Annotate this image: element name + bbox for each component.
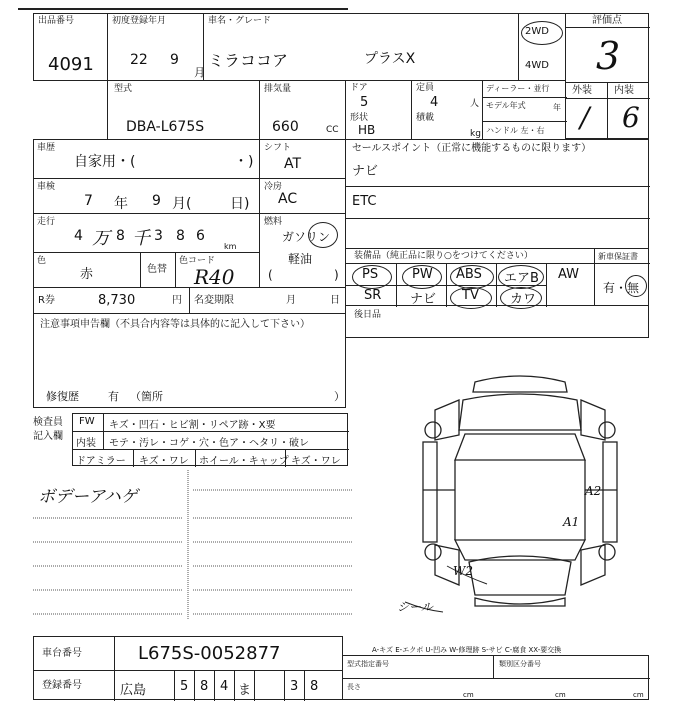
equipment-item: AW	[558, 267, 580, 282]
displacement-unit: CC	[326, 125, 339, 135]
grid-interior: 内装	[76, 438, 96, 449]
equipment-item: エアB	[504, 271, 539, 286]
damage-legend: A-キズ E-エクボ U-凹み W-修理跡 S-サビ C-腐食 XX-要交換	[372, 646, 562, 654]
damage-mark: A1	[563, 515, 580, 529]
capacity-box	[411, 80, 483, 140]
use-close: ・)	[234, 154, 254, 170]
mileage-digit: 千	[132, 228, 150, 249]
equipment-item: SR	[364, 288, 382, 303]
rating-box	[565, 13, 649, 83]
grid-interior-items: モテ・汚レ・コゲ・穴・色ア・ヘタリ・破レ	[109, 438, 309, 449]
model-year-unit: 年	[553, 103, 561, 112]
equipment-item: ABS	[456, 267, 482, 282]
length-label: 長さ	[347, 683, 361, 691]
first-reg-month: 9	[170, 52, 179, 68]
dealer-box	[482, 80, 566, 140]
fuel-close: )	[334, 268, 339, 282]
equipment-box	[345, 248, 595, 306]
equipment-item: PW	[412, 267, 433, 282]
damage-mark: W2	[453, 564, 473, 578]
expiry-label: 名変期限	[194, 295, 234, 306]
model-year-label: モデル年式	[486, 101, 526, 110]
drive-4wd: 4WD	[525, 60, 549, 71]
model-code: DBA-L675S	[126, 119, 205, 135]
mileage-digit: 8	[176, 228, 185, 244]
capacity-label: 定員	[416, 83, 435, 93]
fuel-gas: ガソリン	[282, 230, 331, 244]
body-label: 形状	[350, 113, 369, 123]
exterior-grade: /	[580, 101, 590, 134]
use-value: 自家用・(	[74, 154, 136, 170]
reg-digit: ま	[238, 683, 252, 698]
load-unit: kg	[470, 129, 481, 139]
equipment-item: PS	[362, 267, 379, 282]
car-diagram	[395, 370, 645, 620]
handwritten-note: ボデーアハゲ	[38, 487, 138, 507]
drive-2wd: 2WD	[525, 26, 549, 37]
mileage-digit: 6	[196, 228, 205, 244]
ruled-lines	[33, 470, 353, 620]
color-code-box	[175, 252, 260, 288]
drive-2wd-circle	[521, 21, 563, 45]
new-car-label: 新車保証書	[598, 252, 638, 261]
interior-label: 内装	[614, 85, 634, 96]
shift: AT	[284, 156, 302, 172]
doors: 5	[360, 95, 369, 110]
expiry-day-unit: 日	[330, 295, 340, 306]
chassis-number: L675S-0052877	[138, 643, 281, 664]
capacity-unit: 人	[470, 99, 480, 109]
load-label: 積載	[416, 113, 435, 123]
inspection-month: 9	[152, 193, 161, 209]
lot-label: 出品番号	[38, 16, 75, 26]
cert-label: 型式指定番号	[347, 660, 389, 668]
cert-box	[342, 655, 649, 700]
after-label: 後日品	[354, 310, 382, 320]
lot-number: 4091	[48, 54, 94, 75]
warranty-box	[594, 248, 649, 306]
inspection-label: 車検	[37, 182, 56, 192]
remarks-box	[33, 313, 346, 408]
repair-close: ）	[334, 390, 345, 403]
width-unit: cm	[555, 691, 566, 699]
color-change-label: 色替	[147, 264, 167, 275]
inspection-box	[33, 178, 260, 214]
grid-wheel: ホイール・キャップ	[199, 456, 289, 467]
remarks-label: 注意事項申告欄（不具合内容等は具体的に記入して下さい）	[40, 319, 310, 330]
recycle-box	[33, 287, 190, 314]
fuel-box	[259, 213, 346, 288]
warranty-circle	[625, 275, 647, 297]
reg-digit: 8	[310, 679, 319, 694]
after-items-box	[345, 305, 649, 338]
displacement-box	[259, 80, 346, 140]
color-change-box	[140, 252, 176, 288]
dealer-label: ディーラー・並行	[486, 84, 550, 93]
mileage-digit: 8	[116, 228, 125, 244]
mileage-label: 走行	[37, 217, 56, 227]
displacement-label: 排気量	[264, 84, 292, 94]
inspection-year: 7	[84, 193, 93, 209]
sales-label: セールスポイント（正常に機能するものに限ります）	[352, 143, 592, 154]
rating-value: 3	[596, 34, 621, 78]
chassis-box	[33, 636, 343, 671]
equipment-label: 装備品（純正品に限り○をつけてください）	[354, 251, 533, 261]
inspector-label-line2: 記入欄	[33, 431, 63, 442]
exterior-label: 外装	[572, 85, 592, 96]
fuel-label: 燃料	[264, 217, 283, 227]
drive-box	[518, 13, 566, 81]
model-name-label: 車名・グレード	[208, 16, 272, 26]
reg-label: 登録番号	[42, 680, 82, 691]
first-reg-label: 初度登録年月	[112, 16, 167, 26]
repair-label: 修復歴	[46, 390, 79, 403]
mileage-unit: km	[224, 242, 237, 251]
equipment-circle-ps	[352, 265, 392, 289]
sales-point: ETC	[352, 194, 377, 209]
inspector-label-line1: 検査員	[33, 417, 63, 428]
equipment-item: TV	[462, 288, 479, 303]
first-reg-year: 22	[130, 52, 148, 68]
rating-label: 評価点	[592, 15, 622, 26]
reg-box	[33, 670, 343, 700]
recycle-unit: 円	[172, 295, 182, 306]
grade-box	[565, 82, 649, 139]
color-code-label: 色コード	[179, 256, 216, 266]
doors-box	[345, 80, 412, 140]
repair-value: 有	[108, 390, 119, 403]
ac-label: 冷房	[264, 182, 283, 192]
model-name: ミラココア	[208, 51, 289, 70]
model-code-label: 型式	[114, 84, 133, 94]
top-cutoff-bar	[18, 0, 348, 10]
mileage-digit: 4	[74, 228, 83, 244]
equipment-circle-pw	[402, 265, 442, 289]
recycle-label: R券	[38, 295, 55, 306]
first-reg-suffix: 月	[194, 66, 205, 79]
model-code-box	[107, 80, 260, 140]
first-reg-box	[107, 13, 204, 81]
displacement: 660	[272, 119, 299, 135]
use-box	[33, 139, 260, 179]
length-unit: cm	[463, 691, 474, 699]
expiry-month-unit: 月	[286, 295, 296, 306]
inspection-year-unit: 年	[114, 196, 128, 212]
grid-mirror-items: キズ・ワレ	[139, 456, 189, 467]
reg-digit: 4	[220, 679, 229, 694]
grade: プラスX	[364, 51, 416, 67]
shift-label: シフト	[264, 143, 292, 153]
mileage-digit: 万	[92, 228, 110, 249]
inspector-grid	[72, 413, 348, 466]
height-unit: cm	[633, 691, 644, 699]
inspection-day-unit: 日)	[230, 196, 250, 212]
lot-box	[33, 13, 108, 81]
grid-fw: FW	[79, 416, 95, 427]
fuel-gas-circle	[308, 222, 338, 248]
warranty-value: 有・無	[603, 281, 640, 295]
color: 赤	[80, 267, 94, 282]
damage-mark: A2	[585, 484, 602, 498]
chassis-label: 車台番号	[42, 648, 82, 659]
grid-mirror: ドアミラー	[76, 456, 126, 467]
handle-label: ハンドル 左・右	[486, 126, 545, 135]
reg-place: 広島	[120, 683, 147, 698]
inspection-month-unit: 月(	[172, 196, 192, 212]
shift-box	[259, 139, 346, 179]
sales-point: ナビ	[352, 164, 379, 179]
reg-digit: 8	[200, 679, 209, 694]
mileage-box	[33, 213, 260, 253]
capacity: 4	[430, 95, 439, 110]
grid-fw-items: キズ・凹石・ヒビ割・リペア跡・X要	[109, 420, 276, 431]
damage-mark: シール	[397, 600, 433, 614]
reg-digit: 3	[290, 679, 299, 694]
doors-label: ドア	[350, 83, 368, 93]
fuel-diesel: 軽油	[288, 252, 313, 266]
grid-wheel-items: キズ・ワレ	[291, 456, 341, 467]
interior-grade: 6	[622, 101, 640, 134]
sales-box	[345, 139, 649, 249]
ac: AC	[278, 191, 298, 207]
body: HB	[358, 123, 376, 137]
expiry-box	[189, 287, 346, 314]
ac-box	[259, 178, 346, 214]
repair-place: （箇所	[130, 390, 163, 403]
fuel-open: (	[268, 268, 273, 282]
recycle-amount: 8,730	[98, 293, 136, 308]
equipment-circle-abs	[450, 265, 494, 289]
equipment-item: ナビ	[410, 292, 437, 307]
equipment-circle-airbag	[498, 265, 544, 289]
equipment-item: カワ	[510, 292, 537, 307]
class-label: 類別区分番号	[499, 660, 541, 668]
color-code: R40	[194, 265, 235, 289]
use-label: 車歴	[37, 143, 56, 153]
inspector-label	[33, 416, 73, 444]
color-label: 色	[37, 256, 47, 266]
color-box	[33, 252, 141, 288]
reg-digit: 5	[180, 679, 189, 694]
mileage-digit: 3	[154, 228, 163, 244]
model-name-box	[203, 13, 519, 81]
